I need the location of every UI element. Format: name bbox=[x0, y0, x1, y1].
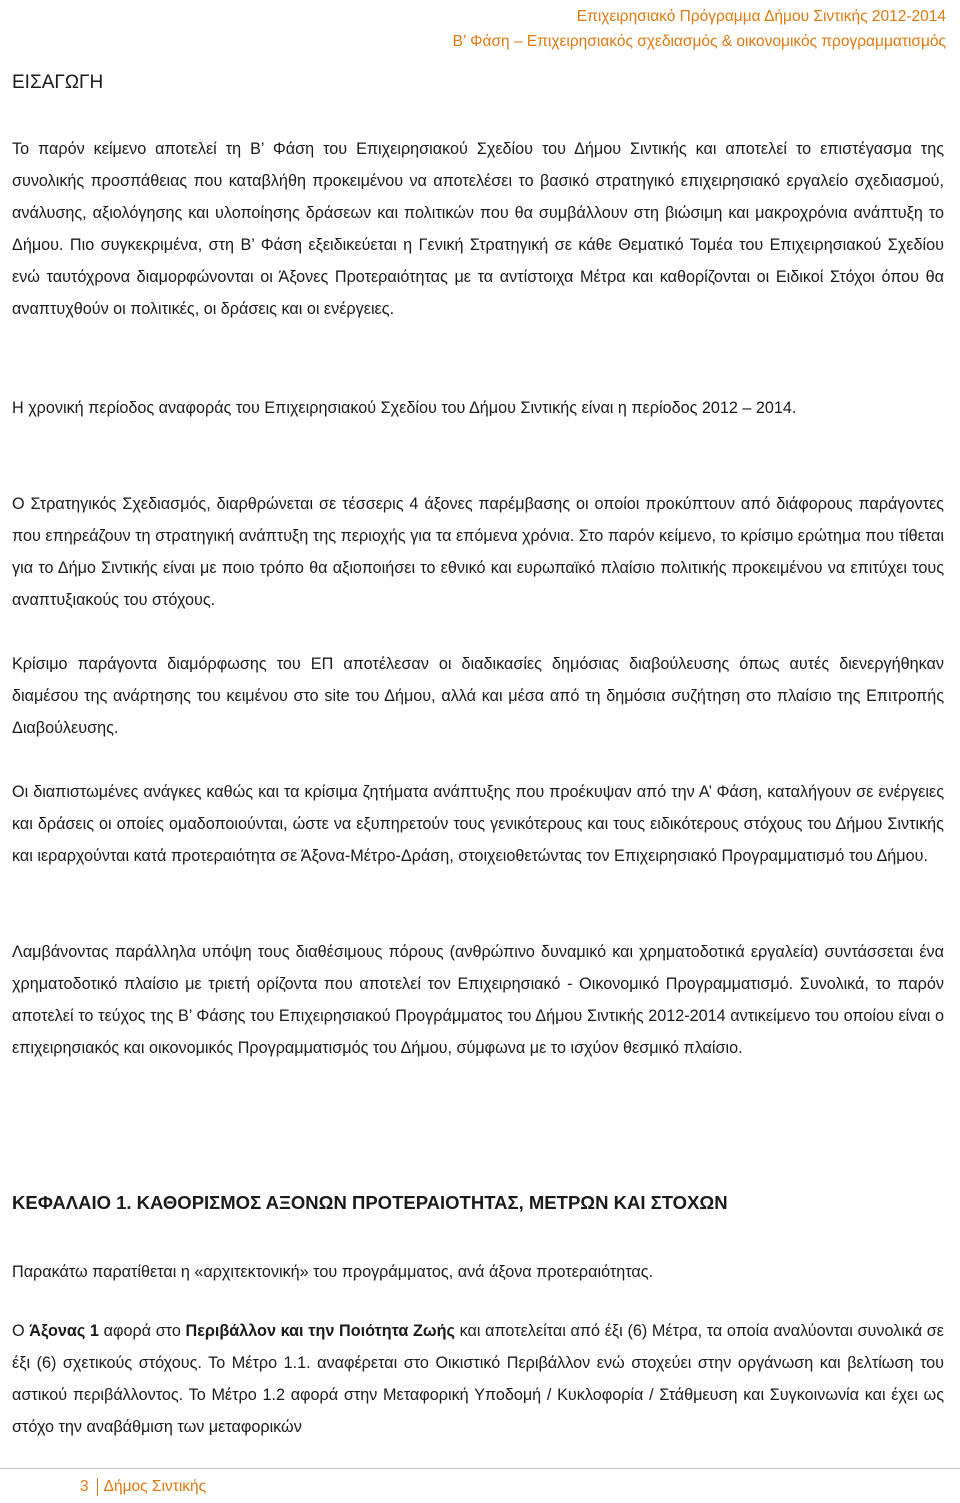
axis-mid-text: αφορά στο bbox=[98, 1322, 186, 1340]
intro-paragraph-3: Ο Στρατηγικός Σχεδιασμός, διαρθρώνεται σε τέσσερις 4 άξονες παρέμβασης οι οποίοι προκύπτουν από διάφορους παράγοντες που επηρεάζουν τη στρατηγική ανάπτυξη της περιοχής για τα επόμενα χρόνια. Στο παρόν κείμενο, το κρίσιμο ερώτημα που τίθεται για το Δήμο Σιντικής είναι με ποιο τρόπο θα αξιοποιήσει το εθνικό και ευρωπαϊκό πλαίσιο πολιτικής προκειμένου να επιτύχει τους αναπτυξιακούς του στόχους. bbox=[12, 495, 944, 609]
axis-intro-text: Ο bbox=[12, 1322, 30, 1340]
axis-topic: Περιβάλλον και την Ποιότητα Ζωής bbox=[185, 1322, 455, 1340]
page-footer bbox=[80, 1478, 206, 1496]
intro-paragraph-2: Η χρονική περίοδος αναφοράς του Επιχειρησιακού Σχεδίου του Δήμου Σιντικής είναι η περίοδος 2012 – 2014. bbox=[12, 399, 797, 417]
chapter-paragraph-2 bbox=[12, 1315, 944, 1443]
page-number: 3 bbox=[80, 1478, 98, 1496]
intro-paragraph-6: Λαμβάνοντας παράλληλα υπόψη τους διαθέσιμους πόρους (ανθρώπινο δυναμικό και χρηματοδοτικά εργαλεία) συντάσσεται ένα χρηματοδοτικό πλαίσιο με τριετή ορίζοντα που αποτελεί τον Επιχειρησιακό - Οικονομικό Προγραμματισμό. Συνολικά, το παρόν αποτελεί το τεύχος της Β’ Φάσης του Επιχειρησιακού Προγράμματος του Δήμου Σιντικής 2012-2014 αντικείμενο του οποίου είναι ο επιχειρησιακός και οικονομικός Προγραμματισμός του Δήμου, σύμφωνα με το ισχύον θεσμικό πλαίσιο. bbox=[12, 943, 944, 1057]
footer-divider bbox=[0, 1468, 960, 1469]
intro-paragraph-1: Το παρόν κείμενο αποτελεί τη Β’ Φάση του Επιχειρησιακού Σχεδίου του Δήμου Σιντικής και αποτελεί το επιστέγασμα της συνολικής προσπάθειας που καταβλήθη προκειμένου να αποτελέσει το βασικό στρατηγικό επιχειρησιακό εργαλείο σχεδιασμού, ανάλυσης, αξιολόγησης και υλοποίησης δράσεων και πολιτικών που θα συμβάλλουν στη βιώσιμη και μακροχρόνια ανάπτυξη το Δήμου. Πιο συγκεκριμένα, στη Β’ Φάση εξειδικεύεται η Γενική Στρατηγική σε κάθε Θεματικό Τομέα του Επιχειρησιακού Σχεδίου ενώ ταυτόχρονα διαμορφώνονται οι Άξονες Προτεραιότητας με τα αντίστοιχα Μέτρα και καθορίζονται οι Ειδικοί Στόχοι όπου θα αναπτυχθούν οι πολιτικές, οι δράσεις και οι ενέργειες. bbox=[12, 140, 944, 318]
footer-label: Δήμος Σιντικής bbox=[103, 1478, 207, 1495]
header-phase-title: Β’ Φάση – Επιχειρησιακός σχεδιασμός & οικονομικός προγραμματισμός bbox=[452, 33, 946, 50]
header-program-title: Επιχειρησιακό Πρόγραμμα Δήμου Σιντικής 2012-2014 bbox=[576, 8, 946, 25]
intro-paragraph-4: Κρίσιμο παράγοντα διαμόρφωσης του ΕΠ αποτέλεσαν οι διαδικασίες δημόσιας διαβούλευσης όπως αυτές διενεργήθηκαν διαμέσου της ανάρτησης του κειμένου στο site του Δήμου, αλλά και μέσα από τη δημόσια συζήτηση στο πλαίσιο της Επιτροπής Διαβούλευσης. bbox=[12, 655, 944, 737]
chapter-paragraph-1: Παρακάτω παρατίθεται η «αρχιτεκτονική» του προγράμματος, ανά άξονα προτεραιότητας. bbox=[12, 1263, 654, 1281]
intro-paragraph-5: Οι διαπιστωμένες ανάγκες καθώς και τα κρίσιμα ζητήματα ανάπτυξης που προέκυψαν από την Α’ Φάση, καταλήγουν σε ενέργειες και δράσεις οι οποίες ομαδοποιούνται, ώστε να εξυπηρετούν τους γενικότερους και τους ειδικότερους στόχους του Δήμου Σιντικής και ιεραρχούνται κατά προτεραιότητα σε Άξονα-Μέτρο-Δράση, στοιχειοθετώντας τον Επιχειρησιακό Προγραμματισμό του Δήμου. bbox=[12, 783, 944, 865]
intro-heading: ΕΙΣΑΓΩΓΗ bbox=[12, 72, 104, 93]
chapter-heading: ΚΕΦΑΛΑΙΟ 1. ΚΑΘΟΡΙΣΜΟΣ ΑΞΟΝΩΝ ΠΡΟΤΕΡΑΙΟΤΗΤΑΣ, ΜΕΤΡΩΝ ΚΑΙ ΣΤΟΧΩΝ bbox=[12, 1192, 728, 1213]
axis-name: Άξονας 1 bbox=[29, 1322, 99, 1340]
axis-description: και αποτελείται από έξι (6) Μέτρα, τα οποία αναλύονται συνολικά σε έξι (6) σχετικούς στόχους. Το Μέτρο 1.1. αναφέρεται στο Οικιστικό Περιβάλλον ενώ στοχεύει στην οργάνωση και βελτίωση του αστικού περιβάλλοντος. Το Μέτρο 1.2 αφορά στην Μεταφορική Υποδομή / Κυκλοφορία / Στάθμευση και Συγκοινωνία και έχει ως στόχο την αναβάθμιση των μεταφορικών bbox=[12, 1322, 944, 1436]
page-header bbox=[453, 4, 946, 54]
